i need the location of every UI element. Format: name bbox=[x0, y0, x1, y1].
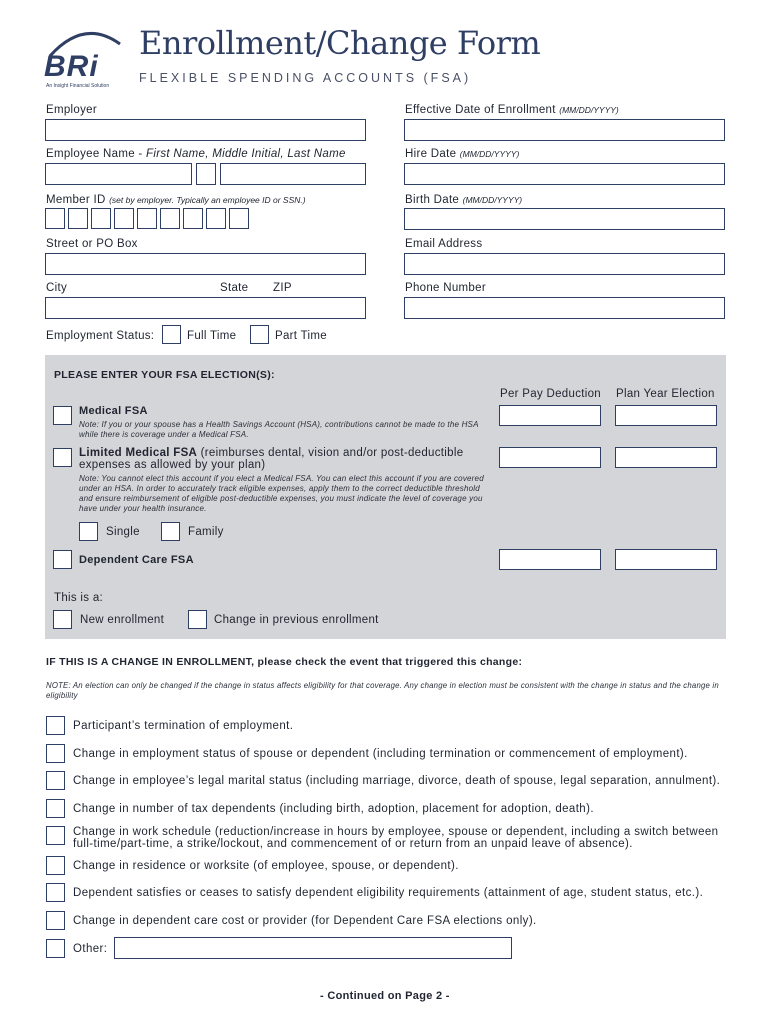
page-subtitle: FLEXIBLE SPENDING ACCOUNTS (FSA) bbox=[139, 71, 472, 85]
medical-fsa-checkbox[interactable] bbox=[53, 406, 72, 425]
new-enrollment-label: New enrollment bbox=[80, 614, 165, 626]
part-time-label: Part Time bbox=[275, 330, 327, 342]
employer-input[interactable] bbox=[45, 119, 366, 141]
limited-fsa-checkbox[interactable] bbox=[53, 448, 72, 467]
email-input[interactable] bbox=[404, 253, 725, 275]
event-label-6: Change in residence or worksite (of employee, spouse, or dependent). bbox=[73, 860, 459, 872]
effective-date-label: Effective Date of Enrollment (MM/DD/YYYY) bbox=[405, 104, 619, 116]
limited-plan-year-input[interactable] bbox=[615, 447, 717, 468]
event-checkbox-7[interactable] bbox=[46, 883, 65, 902]
change-note: NOTE: An election can only be changed if the change in status affects eligibility for that coverage. Any change in election must be consistent with the change in status and the change in eligibility bbox=[46, 681, 719, 700]
limited-fsa-title: Limited Medical FSA (reimburses dental, vision and/or post-deductible expenses as allowed by your plan) bbox=[79, 447, 464, 471]
limited-fsa-note: Note: You cannot elect this account if you elect a Medical FSA. You can elect this account if you are covered under an HSA. In order to accurately track eligible expenses, apply them to the correct deductible threshold and ensure reimbursement of eligible post-deductible expenses, you must indicate the level of coverage you have under your health insurance. bbox=[79, 474, 484, 513]
member-id-digit-5[interactable] bbox=[137, 208, 157, 229]
street-label: Street or PO Box bbox=[46, 238, 138, 250]
other-input[interactable] bbox=[114, 937, 512, 959]
state-label: State bbox=[220, 282, 249, 294]
plan-year-header: Plan Year Election bbox=[616, 388, 715, 400]
member-id-digit-4[interactable] bbox=[114, 208, 134, 229]
bri-logo bbox=[44, 22, 124, 92]
phone-label: Phone Number bbox=[405, 282, 486, 294]
single-checkbox[interactable] bbox=[79, 522, 98, 541]
street-input[interactable] bbox=[45, 253, 366, 275]
city-state-zip-input[interactable] bbox=[45, 297, 366, 319]
event-checkbox-6[interactable] bbox=[46, 856, 65, 875]
dependent-care-checkbox[interactable] bbox=[53, 550, 72, 569]
dependent-plan-year-input[interactable] bbox=[615, 549, 717, 570]
new-enrollment-checkbox[interactable] bbox=[53, 610, 72, 629]
event-label-2: Change in employment status of spouse or dependent (including termination or commencement of employment). bbox=[73, 748, 688, 760]
member-id-digit-2[interactable] bbox=[68, 208, 88, 229]
event-checkbox-3[interactable] bbox=[46, 771, 65, 790]
medical-plan-year-input[interactable] bbox=[615, 405, 717, 426]
member-id-digit-9[interactable] bbox=[229, 208, 249, 229]
dependent-care-title: Dependent Care FSA bbox=[79, 554, 194, 566]
member-id-digit-6[interactable] bbox=[160, 208, 180, 229]
logo-text: BRi bbox=[44, 50, 99, 83]
dependent-per-pay-input[interactable] bbox=[499, 549, 601, 570]
part-time-checkbox[interactable] bbox=[250, 325, 269, 344]
member-id-digit-1[interactable] bbox=[45, 208, 65, 229]
event-label-8: Change in dependent care cost or provider (for Dependent Care FSA elections only). bbox=[73, 915, 537, 927]
zip-label: ZIP bbox=[273, 282, 292, 294]
family-checkbox[interactable] bbox=[161, 522, 180, 541]
change-enrollment-checkbox[interactable] bbox=[188, 610, 207, 629]
member-id-label: Member ID (set by employer. Typically an employee ID or SSN.) bbox=[46, 194, 306, 206]
other-label: Other: bbox=[73, 943, 108, 955]
limited-per-pay-input[interactable] bbox=[499, 447, 601, 468]
event-checkbox-4[interactable] bbox=[46, 799, 65, 818]
medical-fsa-title: Medical FSA bbox=[79, 405, 148, 417]
event-checkbox-5[interactable] bbox=[46, 826, 65, 845]
family-label: Family bbox=[188, 526, 224, 538]
event-checkbox-1[interactable] bbox=[46, 716, 65, 735]
event-checkbox-2[interactable] bbox=[46, 744, 65, 763]
middle-initial-input[interactable] bbox=[196, 163, 216, 185]
event-checkbox-8[interactable] bbox=[46, 911, 65, 930]
full-time-checkbox[interactable] bbox=[162, 325, 181, 344]
event-label-4: Change in number of tax dependents (including birth, adoption, placement for adoption, death). bbox=[73, 803, 594, 815]
last-name-input[interactable] bbox=[220, 163, 366, 185]
medical-per-pay-input[interactable] bbox=[499, 405, 601, 426]
employment-status-label: Employment Status: bbox=[46, 330, 155, 342]
city-label: City bbox=[46, 282, 68, 294]
event-label-1: Participant’s termination of employment. bbox=[73, 720, 294, 732]
event-label-7: Dependent satisfies or ceases to satisfy dependent eligibility requirements (attainment of age, student status, etc.). bbox=[73, 887, 704, 899]
member-id-digit-3[interactable] bbox=[91, 208, 111, 229]
medical-fsa-note: Note: If you or your spouse has a Health Savings Account (HSA), contributions cannot be made to the HSA while there is coverage under a Medical FSA. bbox=[79, 420, 479, 439]
hire-date-label: Hire Date (MM/DD/YYYY) bbox=[405, 148, 520, 160]
per-pay-header: Per Pay Deduction bbox=[500, 388, 601, 400]
member-id-digit-8[interactable] bbox=[206, 208, 226, 229]
change-enrollment-label: Change in previous enrollment bbox=[214, 614, 379, 626]
first-name-input[interactable] bbox=[45, 163, 192, 185]
this-is-a-label: This is a: bbox=[54, 592, 104, 604]
email-label: Email Address bbox=[405, 238, 483, 250]
member-id-digit-7[interactable] bbox=[183, 208, 203, 229]
event-label-3: Change in employee’s legal marital status (including marriage, divorce, death of spouse, legal separation, annulment). bbox=[73, 775, 721, 787]
full-time-label: Full Time bbox=[187, 330, 237, 342]
birth-date-input[interactable] bbox=[404, 208, 725, 230]
phone-input[interactable] bbox=[404, 297, 725, 319]
election-heading: PLEASE ENTER YOUR FSA ELECTION(S): bbox=[54, 369, 275, 381]
change-heading: IF THIS IS A CHANGE IN ENROLLMENT, please check the event that triggered this change: bbox=[46, 656, 523, 668]
event-label-5: Change in work schedule (reduction/increase in hours by employee, spouse or dependent, including a switch between full-time/part-time, a strike/lockout, and commencement of or return from an unpaid leave of absence). bbox=[73, 826, 719, 850]
employer-label: Employer bbox=[46, 104, 97, 116]
hire-date-input[interactable] bbox=[404, 163, 725, 185]
birth-date-label: Birth Date (MM/DD/YYYY) bbox=[405, 194, 523, 206]
single-label: Single bbox=[106, 526, 140, 538]
employee-name-label: Employee Name - First Name, Middle Initial, Last Name bbox=[46, 148, 346, 160]
effective-date-input[interactable] bbox=[404, 119, 725, 141]
page-title: Enrollment/Change Form bbox=[139, 24, 541, 62]
continued-footer: - Continued on Page 2 - bbox=[320, 990, 450, 1002]
other-checkbox[interactable] bbox=[46, 939, 65, 958]
logo-tagline: An Insight Financial Solution bbox=[46, 83, 110, 89]
